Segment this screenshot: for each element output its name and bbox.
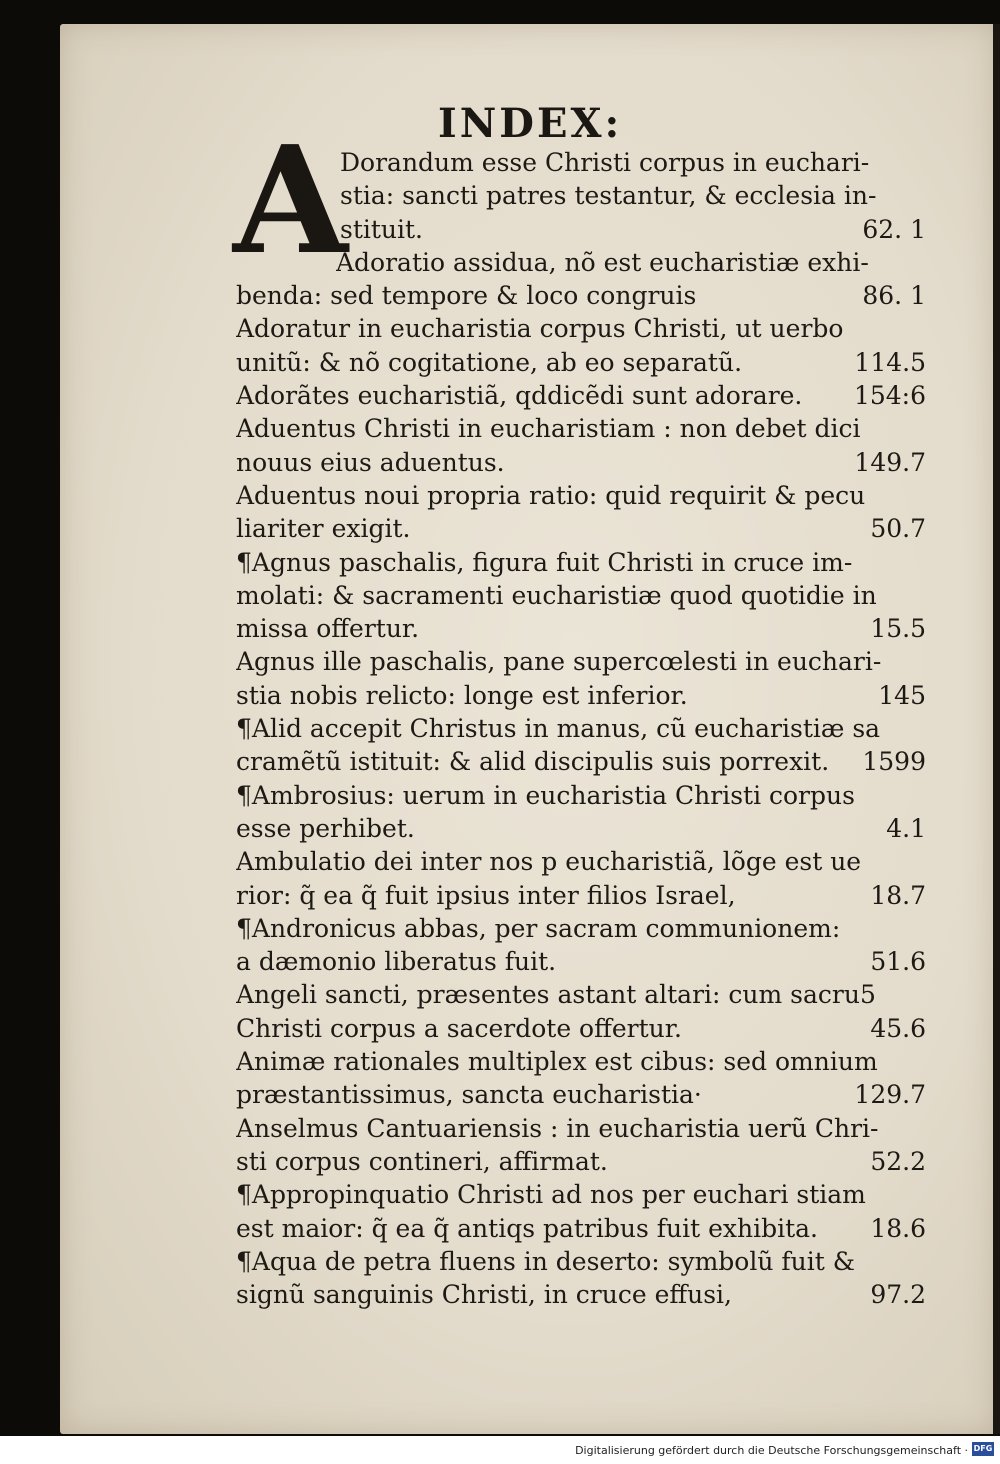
index-entry <box>236 1245 926 1312</box>
entry-line <box>236 1012 926 1045</box>
entry-text: stituit. <box>340 214 424 244</box>
entry-text: Agnus ille paschalis, pane supercœlesti in euchari- <box>236 647 882 677</box>
entry-line <box>236 279 926 312</box>
index-entry <box>236 379 926 412</box>
index-entry <box>236 479 926 546</box>
entry-line <box>236 312 926 345</box>
entry-text: ¶Alid accepit Christus in manus, cũ eucharistiæ sa <box>236 714 881 744</box>
index-entry <box>236 779 926 846</box>
entry-text: ¶Andronicus abbas, per sacram communionem: <box>236 913 841 943</box>
entry-line <box>236 1278 926 1311</box>
entry-line <box>236 978 926 1011</box>
entry-text: unitũ: & nõ cogitatione, ab eo separatũ. <box>236 347 743 377</box>
entry-line <box>236 479 926 512</box>
entry-line <box>236 712 926 745</box>
entry-text: cramẽtũ istituit: & alid discipulis suis porrexit. <box>236 747 830 777</box>
entry-line <box>236 612 926 645</box>
entry-text: ¶Appropinquatio Christi ad nos per euchari stiam <box>236 1180 866 1210</box>
index-entry <box>236 645 926 712</box>
page-reference: 15.5 <box>870 614 926 644</box>
entry-text: stia nobis relicto: longe est inferior. <box>236 680 688 710</box>
index-entries <box>236 146 926 1311</box>
entry-line <box>236 779 926 812</box>
entry-line <box>236 1112 926 1145</box>
index-entry <box>236 1112 926 1179</box>
entry-line <box>236 146 926 179</box>
page-reference: 50.7 <box>870 514 926 544</box>
entry-text: Adoratur in eucharistia corpus Christi, ut uerbo <box>236 314 844 344</box>
entry-text: a dæmonio liberatus fuit. <box>236 947 557 977</box>
entry-text: Christi corpus a sacerdote offertur. <box>236 1013 682 1043</box>
entry-text: rior: q̃ ea q̃ fuit ipsius inter filios Israel, <box>236 880 736 910</box>
index-entry <box>236 146 926 246</box>
entry-text: Aduentus Christi in eucharistiam : non debet dici <box>236 414 861 444</box>
entry-line <box>236 812 926 845</box>
entry-text: sti corpus contineri, affirmat. <box>236 1146 608 1176</box>
entry-line <box>236 912 926 945</box>
entry-text: liariter exigit. <box>236 514 411 544</box>
entry-line <box>236 546 926 579</box>
index-entry <box>236 412 926 479</box>
entry-text: ¶Ambrosius: uerum in eucharistia Christi corpus <box>236 780 855 810</box>
digitization-credit: Digitalisierung gefördert durch die Deutsche Forschungsgemeinschaft · <box>575 1444 968 1457</box>
index-entry <box>236 1178 926 1245</box>
page-reference: 129.7 <box>854 1080 926 1110</box>
index-entry <box>236 978 926 1045</box>
entry-line <box>236 879 926 912</box>
page-reference: 145 <box>878 680 926 710</box>
entry-line <box>236 379 926 412</box>
entry-line <box>236 213 926 246</box>
entry-line <box>236 645 926 678</box>
page-reference: 114.5 <box>854 347 926 377</box>
index-entry <box>236 845 926 912</box>
entry-line <box>236 412 926 445</box>
page-reference: 149.7 <box>854 447 926 477</box>
entry-line <box>236 346 926 379</box>
entry-line <box>236 945 926 978</box>
entry-line <box>236 1045 926 1078</box>
entry-line <box>236 1178 926 1211</box>
entry-text: nouus eius aduentus. <box>236 447 505 477</box>
entry-line <box>236 179 926 212</box>
entry-line <box>236 446 926 479</box>
page-reference: 86. 1 <box>862 281 926 311</box>
drop-capital: A <box>233 113 348 287</box>
entry-line <box>236 512 926 545</box>
entry-text: præstantissimus, sancta eucharistia· <box>236 1080 702 1110</box>
entry-text: Ambulatio dei inter nos p eucharistiã, lõge est ue <box>236 847 862 877</box>
index-entry <box>236 912 926 979</box>
entry-text: ¶Aqua de petra fluens in deserto: symbolũ fuit & <box>236 1246 855 1276</box>
page-reference: 62. 1 <box>862 214 926 244</box>
page-reference: 18.7 <box>870 880 926 910</box>
page-reference: 1599 <box>862 747 926 777</box>
index-entry <box>236 712 926 779</box>
index-entry <box>236 246 926 313</box>
dfg-logo: DFG <box>972 1442 994 1456</box>
page-reference: 154:6 <box>853 381 926 411</box>
entry-text: missa offertur. <box>236 614 420 644</box>
entry-text: Anselmus Cantuariensis : in eucharistia uerũ Chri- <box>236 1113 879 1143</box>
entry-line <box>236 845 926 878</box>
page-reference: 52.2 <box>870 1146 926 1176</box>
entry-text: Animæ rationales multiplex est cibus: sed omnium <box>236 1047 878 1077</box>
entry-text: Dorandum esse Christi corpus in euchari- <box>340 148 870 177</box>
entry-text: Adorãtes eucharistiã, qddicẽdi sunt adorare. <box>236 381 803 411</box>
index-heading: INDEX: <box>438 100 623 147</box>
page-reference: 51.6 <box>870 947 926 977</box>
index-entry <box>236 1045 926 1112</box>
entry-text: est maior: q̃ ea q̃ antiqs patribus fuit exhibita. <box>236 1213 818 1243</box>
entry-line <box>236 745 926 778</box>
entry-text: stia: sancti patres testantur, & ecclesia in- <box>340 181 877 211</box>
page-edge-shadow <box>993 24 1000 1434</box>
entry-text: Adoratio assidua, nõ est eucharistiæ exhi- <box>336 247 869 277</box>
entry-text: benda: sed tempore & loco congruis <box>236 281 697 311</box>
entry-line <box>236 679 926 712</box>
page-reference: 18.6 <box>870 1213 926 1243</box>
page-reference: 45.6 <box>870 1013 926 1043</box>
entry-line <box>236 579 926 612</box>
entry-text: Angeli sancti, præsentes astant altari: cum sacru5 <box>236 980 876 1010</box>
entry-text: molati: & sacramenti eucharistiæ quod quotidie in <box>236 580 877 610</box>
page-reference: 97.2 <box>870 1280 926 1310</box>
entry-line <box>236 1078 926 1111</box>
entry-text: ¶Agnus paschalis, figura fuit Christi in cruce im- <box>236 547 853 577</box>
entry-line <box>236 1145 926 1178</box>
index-entry <box>236 546 926 646</box>
page-reference: 4.1 <box>886 813 926 843</box>
entry-text: signũ sanguinis Christi, in cruce effusi, <box>236 1280 732 1310</box>
entry-text: esse perhibet. <box>236 813 415 843</box>
entry-text: Aduentus noui propria ratio: quid requirit & pecu <box>236 480 866 510</box>
entry-line <box>236 1212 926 1245</box>
entry-line <box>236 246 926 279</box>
entry-line <box>236 1245 926 1278</box>
index-entry <box>236 312 926 379</box>
